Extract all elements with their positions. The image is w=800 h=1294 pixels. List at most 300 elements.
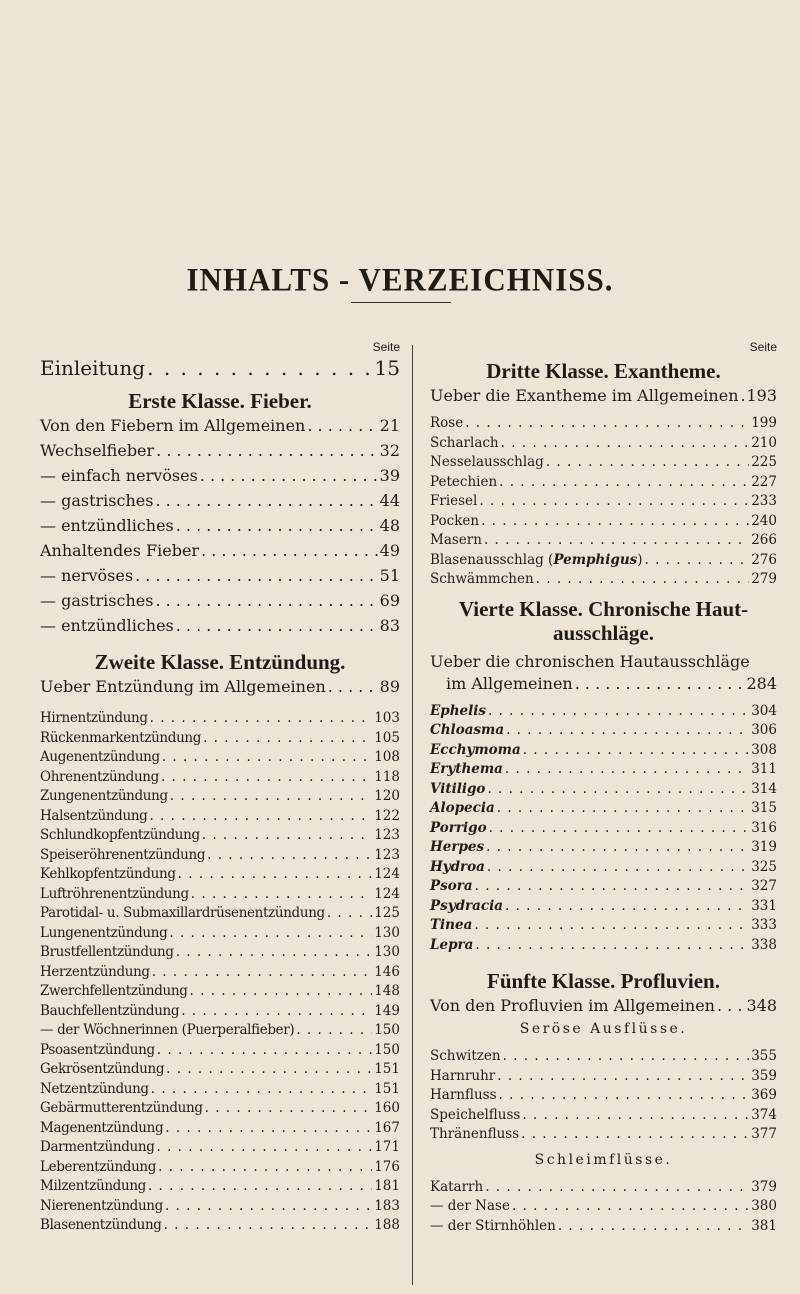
toc-entry	[430, 571, 777, 591]
entry-page: 151	[374, 1061, 400, 1077]
dot-leader	[155, 591, 377, 610]
entry-label: Ueber die chronischen Hautausschläge	[430, 651, 750, 671]
entry-label: Porrigo	[430, 819, 487, 836]
section-entries-klasse-2	[40, 710, 400, 1237]
dot-leader	[190, 983, 373, 999]
entry-page: 331	[751, 897, 777, 914]
entry-page: 69	[379, 591, 400, 610]
toc-entry	[430, 742, 777, 762]
entry-page: 160	[374, 1100, 400, 1116]
toc-entry	[40, 1042, 400, 1062]
entry-label: — einfach nervöses	[40, 466, 198, 485]
entry-label: Chloasma	[430, 722, 505, 738]
entry-label: Parotidal- u. Submaxillardrüsenentzündung	[40, 905, 325, 921]
entry-label: Nierenentzündung	[40, 1197, 163, 1214]
entry-label: Milzentzündung	[40, 1178, 146, 1194]
dot-leader	[484, 532, 749, 548]
entry-label: Lepra	[430, 936, 474, 953]
dot-leader	[575, 673, 745, 695]
entry-label: Psoasentzündung	[40, 1041, 155, 1058]
dot-leader	[178, 866, 373, 882]
dot-leader	[523, 742, 750, 758]
dot-leader	[475, 937, 749, 953]
entry-page: 233	[751, 493, 777, 509]
entry-label: Halsentzündung	[40, 807, 148, 824]
dot-leader	[558, 1218, 749, 1234]
toc-entry-intro	[430, 386, 777, 411]
entry-label: Tinea	[430, 917, 473, 933]
entry-label: Rückenmarkentzündung	[40, 729, 202, 746]
entry-page: 276	[751, 551, 777, 568]
toc-entry	[40, 769, 400, 789]
entry-label: — gastrisches	[40, 491, 154, 510]
toc-entry	[40, 749, 400, 769]
entry-label: im Allgemeinen	[446, 673, 573, 693]
dot-leader	[487, 859, 749, 875]
entry-page: 355	[751, 1048, 777, 1064]
entry-page: 105	[374, 729, 400, 746]
toc-entry	[40, 905, 400, 925]
entry-page: 48	[379, 516, 400, 535]
dot-leader	[485, 1179, 749, 1195]
section-heading-klasse-1: Erste Klasse. Fieber.	[128, 389, 312, 413]
dot-leader	[505, 898, 749, 914]
dot-leader	[307, 416, 377, 435]
entry-page: 311	[751, 761, 777, 777]
entry-page: 227	[751, 473, 777, 490]
toc-entry	[40, 1159, 400, 1179]
entry-label: Zungenentzündung	[40, 788, 168, 804]
dot-leader	[499, 1087, 750, 1103]
entry-page: 148	[374, 983, 400, 999]
dot-leader	[327, 905, 372, 921]
entry-label: — entzündliches	[40, 516, 174, 535]
toc-entry	[40, 566, 400, 591]
entry-page: 83	[379, 616, 400, 635]
toc-entry	[430, 532, 777, 552]
entry-label: Ephelis	[430, 702, 486, 719]
toc-entry	[430, 781, 777, 801]
dot-leader	[158, 1159, 372, 1175]
dot-leader	[155, 491, 377, 510]
entry-label: Brustfellentzündung	[40, 944, 174, 960]
entry-page: 369	[751, 1087, 777, 1103]
entry-page: 199	[751, 415, 777, 431]
dot-leader	[503, 1048, 750, 1064]
entry-label: Ueber Entzündung im Allgemeinen	[40, 677, 326, 696]
entry-label: Masern	[430, 532, 482, 548]
dot-leader	[506, 722, 749, 738]
entry-page: 123	[374, 846, 400, 863]
entry-label: Herpes	[430, 839, 485, 855]
dot-leader	[475, 878, 750, 894]
toc-entry	[40, 983, 400, 1003]
dot-leader	[165, 1198, 372, 1214]
subsection-heading-seroese: Seröse Ausflüsse.	[519, 1021, 688, 1037]
toc-entry	[40, 944, 400, 964]
toc-entry	[430, 703, 777, 723]
entry-label: Wechselfieber	[40, 441, 155, 460]
dot-leader	[169, 925, 372, 941]
entry-label: Ueber die Exantheme im Allgemeinen	[430, 386, 739, 405]
entry-page: 122	[374, 807, 400, 824]
entry-label: Ohrenentzündung	[40, 768, 159, 785]
dot-leader	[170, 788, 372, 804]
toc-entry	[40, 827, 400, 847]
entry-label: Rose	[430, 415, 464, 431]
toc-entry	[40, 964, 400, 984]
entry-label: Speichelfluss	[430, 1106, 521, 1123]
dot-leader	[176, 616, 378, 635]
entry-page: 130	[374, 924, 400, 941]
entry-label: — der Nase	[430, 1198, 510, 1214]
dot-leader	[152, 964, 373, 980]
entry-label: Harnruhr	[430, 1067, 496, 1084]
dot-leader	[156, 441, 377, 460]
entry-label: Nesselausschlag	[430, 454, 544, 470]
dot-leader	[207, 847, 372, 863]
entry-page: 316	[751, 819, 777, 836]
toc-entry	[430, 1087, 777, 1107]
entry-label: Luftröhrenentzündung	[40, 885, 189, 902]
entry-label: Blasenausschlag (Pemphigus)	[430, 551, 643, 568]
entry-page: 151	[374, 1080, 400, 1097]
entry-page: 304	[751, 702, 777, 719]
entry-page: 306	[751, 722, 777, 738]
toc-entry	[40, 1120, 400, 1140]
entry-page: 181	[374, 1178, 400, 1194]
heading-line: Vierte Klasse. Chronische Haut-	[458, 596, 749, 621]
entry-label: Hirnentzündung	[40, 710, 148, 726]
entry-label: Gekrösentzündung	[40, 1061, 165, 1077]
toc-entry	[430, 1218, 777, 1238]
heading-line: ausschläge.	[553, 620, 654, 645]
toc-entry	[430, 474, 777, 494]
right-column	[430, 340, 777, 1237]
toc-entry	[40, 1139, 400, 1159]
dot-leader	[645, 552, 750, 568]
entry-page: 338	[751, 936, 777, 953]
toc-entry	[40, 788, 400, 808]
entry-page: 124	[374, 885, 400, 902]
section-heading-klasse-4	[430, 597, 777, 645]
toc-entry	[430, 878, 777, 898]
toc-entry	[430, 839, 777, 859]
entry-page: 210	[751, 434, 777, 451]
entry-page: 49	[379, 541, 400, 560]
section-entries-schleim	[430, 1179, 777, 1238]
dot-leader	[487, 781, 749, 797]
entry-page: 183	[374, 1197, 400, 1214]
section-heading-klasse-2: Zweite Klasse. Entzündung.	[94, 650, 346, 674]
dot-leader	[161, 769, 372, 785]
dot-leader	[149, 808, 372, 824]
dot-leader	[481, 513, 749, 529]
toc-entry	[430, 435, 777, 455]
entry-label: Vitiligo	[430, 780, 486, 797]
entry-label: Scharlach	[430, 434, 499, 451]
entry-label: Schwitzen	[430, 1048, 501, 1064]
toc-entry-intro	[40, 677, 400, 702]
entry-label: Kehlkopfentzündung	[40, 866, 176, 882]
dot-leader	[205, 1100, 373, 1116]
entry-page: 89	[379, 677, 400, 696]
toc-entry	[40, 441, 400, 466]
toc-entry	[40, 1198, 400, 1218]
section-entries-klasse-1	[40, 416, 400, 641]
entry-page: 381	[751, 1217, 777, 1234]
section-entries-seroese	[430, 1048, 777, 1146]
dot-leader	[296, 1022, 372, 1038]
dot-leader	[150, 710, 373, 726]
seite-label: Seite	[749, 340, 777, 354]
toc-entry	[40, 866, 400, 886]
dot-leader	[164, 1217, 373, 1233]
toc-entry	[430, 1126, 777, 1146]
toc-entry	[430, 859, 777, 879]
entry-label: Psora	[430, 878, 473, 894]
entry-page: 377	[751, 1126, 777, 1142]
toc-entry	[40, 416, 400, 441]
toc-entry	[430, 552, 777, 572]
dot-leader	[165, 1120, 372, 1136]
dot-leader	[499, 474, 749, 490]
entry-page: 314	[751, 780, 777, 797]
entry-label: Herzentzündung	[40, 963, 150, 980]
dot-leader	[147, 356, 372, 380]
dot-leader	[741, 386, 745, 405]
dot-leader	[489, 820, 750, 836]
entry-page: 240	[751, 512, 777, 529]
dot-leader	[497, 1068, 749, 1084]
entry-page: 176	[374, 1158, 400, 1175]
entry-page: 308	[751, 741, 777, 758]
dot-leader	[166, 1061, 372, 1077]
dot-leader	[203, 730, 372, 746]
entry-label: Blasenentzündung	[40, 1217, 162, 1233]
entry-page: 167	[374, 1119, 400, 1136]
section-heading-klasse-3: Dritte Klasse. Exantheme.	[486, 359, 721, 383]
entry-label: Zwerchfellentzündung	[40, 983, 188, 999]
entry-page: 266	[751, 532, 777, 548]
entry-label: Darmentzündung	[40, 1139, 155, 1155]
entry-label: Lungenentzündung	[40, 924, 168, 941]
entry-page: 193	[746, 386, 777, 405]
entry-page: 188	[374, 1217, 400, 1233]
dot-leader	[176, 944, 373, 960]
entry-page: 39	[379, 466, 400, 485]
toc-entry	[430, 1048, 777, 1068]
toc-entry	[430, 1068, 777, 1088]
entry-page: 359	[751, 1067, 777, 1084]
toc-entry	[430, 454, 777, 474]
entry-page: 15	[374, 356, 400, 380]
toc-entry	[40, 516, 400, 541]
toc-entry	[40, 925, 400, 945]
entry-label: Psydracia	[430, 897, 503, 914]
dot-leader	[512, 1198, 749, 1214]
toc-entry	[430, 722, 777, 742]
dot-leader	[521, 1126, 749, 1142]
entry-page: 379	[751, 1178, 777, 1195]
entry-label: Augenentzündung	[40, 749, 160, 765]
toc-entry	[40, 1022, 400, 1042]
toc-entry	[430, 937, 777, 957]
dot-leader	[135, 566, 378, 585]
entry-page: 374	[751, 1106, 777, 1123]
subsection-heading-schleim: Schleimflüsse.	[534, 1151, 673, 1168]
entry-label: Speiseröhrenentzündung	[40, 846, 206, 863]
dot-leader	[505, 761, 749, 777]
toc-entry	[430, 1179, 777, 1199]
toc-entry	[40, 1178, 400, 1198]
toc-entry	[430, 1107, 777, 1127]
dot-leader	[151, 1081, 372, 1097]
entry-label: Leberentzündung	[40, 1158, 157, 1175]
entry-page: 32	[379, 441, 400, 460]
dot-leader	[497, 800, 749, 816]
toc-entry	[430, 898, 777, 918]
entry-page: 225	[751, 454, 777, 470]
entry-page: 120	[374, 788, 400, 804]
toc-entry-einleitung	[40, 356, 400, 386]
toc-entry-intro	[430, 996, 777, 1021]
entry-label: Schlundkopfentzündung	[40, 827, 200, 843]
entry-label: — entzündliches	[40, 616, 174, 635]
entry-label: Einleitung	[40, 356, 146, 380]
dot-leader	[162, 749, 372, 765]
toc-entry	[430, 820, 777, 840]
entry-page: 124	[374, 866, 400, 882]
toc-entry	[40, 730, 400, 750]
toc-entry	[40, 1081, 400, 1101]
dot-leader	[328, 677, 378, 696]
dot-leader	[536, 571, 750, 587]
dot-leader	[202, 827, 372, 843]
entry-page: 118	[374, 768, 400, 785]
toc-entry	[40, 616, 400, 641]
entry-label: Erythema	[430, 761, 503, 777]
dot-leader	[157, 1139, 373, 1155]
toc-entry	[40, 808, 400, 828]
entry-label: Bauchfellentzündung	[40, 1002, 180, 1019]
entry-page: 44	[379, 491, 400, 510]
entry-label: Petechien	[430, 473, 498, 490]
entry-label: — der Stirnhöhlen	[430, 1217, 556, 1234]
entry-label: Pocken	[430, 512, 480, 529]
entry-page: 108	[374, 749, 400, 765]
toc-entry	[40, 466, 400, 491]
dot-leader	[479, 493, 749, 509]
entry-page: 130	[374, 944, 400, 960]
entry-label: — gastrisches	[40, 591, 154, 610]
toc-entry	[430, 1198, 777, 1218]
toc-entry	[40, 491, 400, 516]
dot-leader	[501, 435, 750, 451]
entry-label: Anhaltendes Fieber	[40, 541, 200, 560]
entry-page: 103	[374, 710, 400, 726]
toc-entry	[430, 513, 777, 533]
entry-label: Thränenfluss	[430, 1126, 520, 1142]
toc-entry	[430, 800, 777, 820]
seite-label: Seite	[372, 340, 400, 354]
entry-label: Gebärmutterentzündung	[40, 1100, 203, 1116]
section-entries-klasse-4	[430, 703, 777, 957]
toc-entry	[430, 917, 777, 937]
toc-entry	[430, 493, 777, 513]
entry-label: Von den Profluvien im Allgemeinen	[430, 996, 715, 1015]
section-heading-klasse-5: Fünfte Klasse. Profluvien.	[487, 969, 720, 993]
dot-leader	[522, 1107, 749, 1123]
toc-entry	[40, 541, 400, 566]
entry-label: Hydroa	[430, 858, 485, 875]
entry-label: Netzentzündung	[40, 1080, 149, 1097]
entry-label: Alopecia	[430, 800, 495, 816]
entry-page: 325	[751, 858, 777, 875]
dot-leader	[717, 996, 744, 1015]
dot-leader	[474, 917, 749, 933]
toc-entry	[40, 1217, 400, 1237]
entry-label: Von den Fiebern im Allgemeinen	[40, 416, 306, 435]
dot-leader	[201, 541, 378, 560]
entry-page: 146	[374, 963, 400, 980]
entry-label: Schwämmchen	[430, 571, 534, 587]
entry-page: 348	[746, 996, 777, 1015]
entry-page: 315	[751, 800, 777, 816]
dot-leader	[546, 454, 749, 470]
entry-page: 123	[374, 827, 400, 843]
entry-page: 279	[751, 571, 777, 587]
dot-leader	[148, 1178, 372, 1194]
dot-leader	[465, 415, 749, 431]
entry-label: — nervöses	[40, 566, 134, 585]
column-divider	[412, 345, 413, 1285]
entry-label: — der Wöchnerinnen (Puerperalfieber)	[40, 1022, 295, 1038]
entry-label: Magenentzündung	[40, 1119, 164, 1136]
entry-label: Harnfluss	[430, 1087, 497, 1103]
entry-label: Ecchymoma	[430, 741, 521, 758]
entry-page: 284	[746, 673, 777, 693]
entry-page: 171	[374, 1139, 400, 1155]
dot-leader	[157, 1042, 372, 1058]
entry-page: 150	[374, 1041, 400, 1058]
toc-entry	[40, 591, 400, 616]
entry-page: 333	[751, 917, 777, 933]
entry-page: 125	[374, 905, 400, 921]
dot-leader	[200, 466, 378, 485]
dot-leader	[486, 839, 749, 855]
toc-entry	[40, 1100, 400, 1120]
entry-page: 21	[379, 416, 400, 435]
dot-leader	[191, 886, 372, 902]
section-entries-klasse-3	[430, 415, 777, 591]
toc-entry	[430, 415, 777, 435]
toc-entry	[40, 847, 400, 867]
dot-leader	[181, 1003, 372, 1019]
toc-entry	[40, 1003, 400, 1023]
entry-page: 319	[751, 839, 777, 855]
dot-leader	[488, 703, 749, 719]
entry-page: 380	[751, 1198, 777, 1214]
toc-entry	[40, 1061, 400, 1081]
entry-label: Katarrh	[430, 1178, 484, 1195]
entry-page: 51	[379, 566, 400, 585]
left-column	[40, 340, 400, 1237]
title-rule	[351, 302, 451, 303]
dot-leader	[176, 516, 378, 535]
page-title: INHALTS - VERZEICHNISS.	[186, 261, 614, 298]
toc-entry-intro	[430, 651, 777, 695]
